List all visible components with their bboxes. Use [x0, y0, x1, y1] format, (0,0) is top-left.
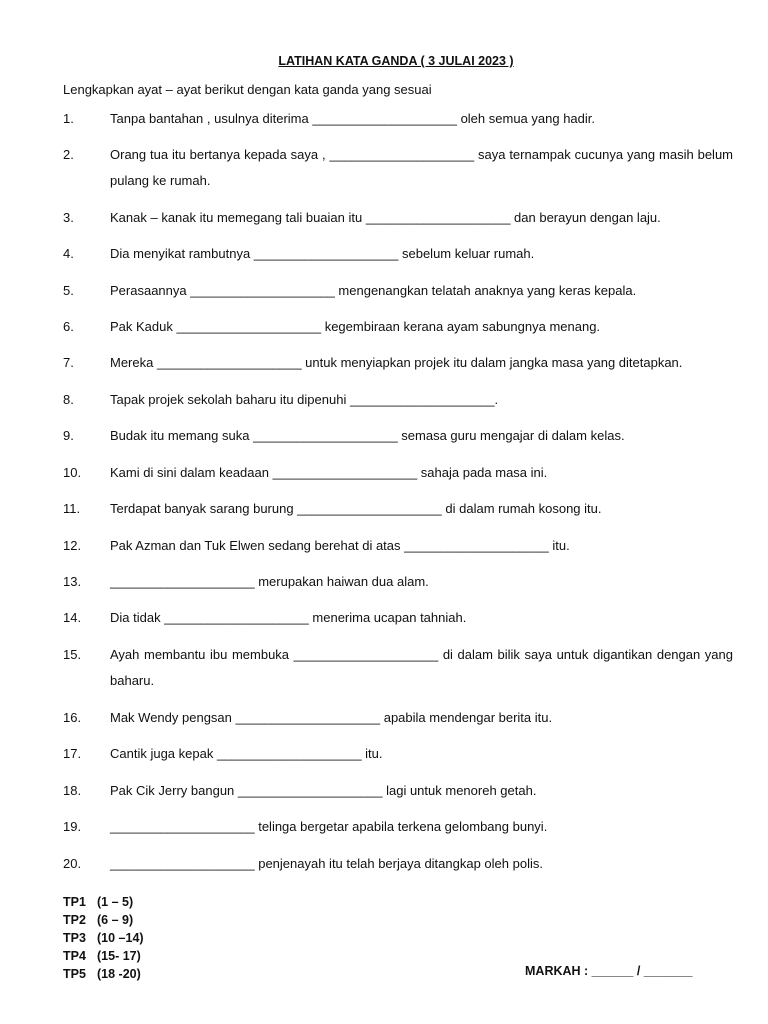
tp-level-item: [63, 911, 144, 929]
question-text: ____________________ merupakan haiwan dua alam.: [110, 574, 429, 589]
question-number: 4.: [63, 246, 74, 261]
question-number: 8.: [63, 392, 74, 407]
question-text: Terdapat banyak sarang burung ____________________ di dalam rumah kosong itu.: [110, 501, 602, 516]
tp-level-code: TP5: [63, 967, 86, 981]
tp-level-range: (18 -20): [97, 967, 141, 981]
tp-level-code: TP1: [63, 895, 86, 909]
question-number: 19.: [63, 819, 82, 834]
question-item: [63, 241, 733, 267]
question-text: Kami di sini dalam keadaan ____________________ sahaja pada masa ini.: [110, 465, 548, 480]
question-number: 6.: [63, 319, 74, 334]
question-item: [63, 851, 733, 877]
question-item: [63, 605, 733, 631]
question-text: Perasaannya ____________________ mengenangkan telatah anaknya yang keras kepala.: [110, 283, 637, 298]
tp-level-list: [63, 893, 144, 983]
tp-level-range: (15- 17): [97, 949, 141, 963]
question-item: [63, 278, 733, 304]
tp-level-item: [63, 893, 144, 911]
question-number: 18.: [63, 783, 82, 798]
question-number: 14.: [63, 610, 82, 625]
question-text: Dia tidak ____________________ menerima ucapan tahniah.: [110, 610, 467, 625]
question-number: 20.: [63, 856, 82, 871]
question-text: Pak Cik Jerry bangun ____________________ lagi untuk menoreh getah.: [110, 783, 537, 798]
question-text: Mak Wendy pengsan ____________________ apabila mendengar berita itu.: [110, 710, 553, 725]
question-text: Mereka ____________________ untuk menyiapkan projek itu dalam jangka masa yang ditetapkan.: [110, 355, 683, 370]
question-number: 1.: [63, 111, 74, 126]
question-text: Pak Kaduk ____________________ kegembiraan kerana ayam sabungnya menang.: [110, 319, 601, 334]
question-item: [63, 314, 733, 340]
question-text: Pak Azman dan Tuk Elwen sedang berehat di atas ____________________ itu.: [110, 538, 570, 553]
question-text: ____________________ penjenayah itu telah berjaya ditangkap oleh polis.: [110, 856, 543, 871]
question-item: [63, 142, 733, 194]
question-item: [63, 642, 733, 694]
question-text: ____________________ telinga bergetar apabila terkena gelombang bunyi.: [110, 819, 548, 834]
question-text: Kanak – kanak itu memegang tali buaian itu ____________________ dan berayun dengan laju.: [110, 210, 661, 225]
question-text: Budak itu memang suka ____________________ semasa guru mengajar di dalam kelas.: [110, 428, 625, 443]
tp-level-range: (6 – 9): [97, 913, 134, 927]
question-item: [63, 778, 733, 804]
question-number: 13.: [63, 574, 82, 589]
question-item: [63, 496, 733, 522]
tp-level-item: [63, 947, 144, 965]
question-number: 15.: [63, 647, 82, 662]
question-item: [63, 741, 733, 767]
question-number: 5.: [63, 283, 74, 298]
tp-level-range: (1 – 5): [97, 895, 134, 909]
tp-level-item: [63, 965, 144, 983]
question-item: [63, 814, 733, 840]
question-number: 3.: [63, 210, 74, 225]
question-item: [63, 387, 733, 413]
question-item: [63, 705, 733, 731]
question-number: 12.: [63, 538, 82, 553]
question-item: [63, 205, 733, 231]
question-text: Tapak projek sekolah baharu itu dipenuhi ____________________.: [110, 392, 499, 407]
question-item: [63, 423, 733, 449]
question-number: 9.: [63, 428, 74, 443]
question-text: Dia menyikat rambutnya ____________________ sebelum keluar rumah.: [110, 246, 535, 261]
question-item: [63, 106, 733, 132]
tp-level-code: TP3: [63, 931, 86, 945]
question-number: 16.: [63, 710, 82, 725]
question-text: Tanpa bantahan , usulnya diterima ____________________ oleh semua yang hadir.: [110, 111, 595, 126]
question-item: [63, 460, 733, 486]
question-item: [63, 569, 733, 595]
question-item: [63, 533, 733, 559]
question-number: 17.: [63, 746, 82, 761]
tp-level-code: TP2: [63, 913, 86, 927]
question-number: 7.: [63, 355, 74, 370]
tp-level-item: [63, 929, 144, 947]
question-number: 2.: [63, 147, 74, 162]
question-number: 11.: [63, 501, 81, 516]
markah-score: MARKAH : ______ / _______: [525, 964, 693, 978]
instruction-text: Lengkapkan ayat – ayat berikut dengan kata ganda yang sesuai: [63, 82, 432, 97]
worksheet-title: LATIHAN KATA GANDA ( 3 JULAI 2023 ): [278, 54, 514, 68]
question-text: Orang tua itu bertanya kepada saya , ____________________ saya ternampak cucunya yang masih belum pulang ke rumah.: [110, 147, 733, 188]
question-text: Cantik juga kepak ____________________ itu.: [110, 746, 383, 761]
tp-level-range: (10 –14): [97, 931, 144, 945]
question-item: [63, 350, 733, 376]
question-number: 10.: [63, 465, 82, 480]
tp-level-code: TP4: [63, 949, 86, 963]
question-text: Ayah membantu ibu membuka ____________________ di dalam bilik saya untuk digantikan dengan yang baharu.: [110, 647, 733, 688]
